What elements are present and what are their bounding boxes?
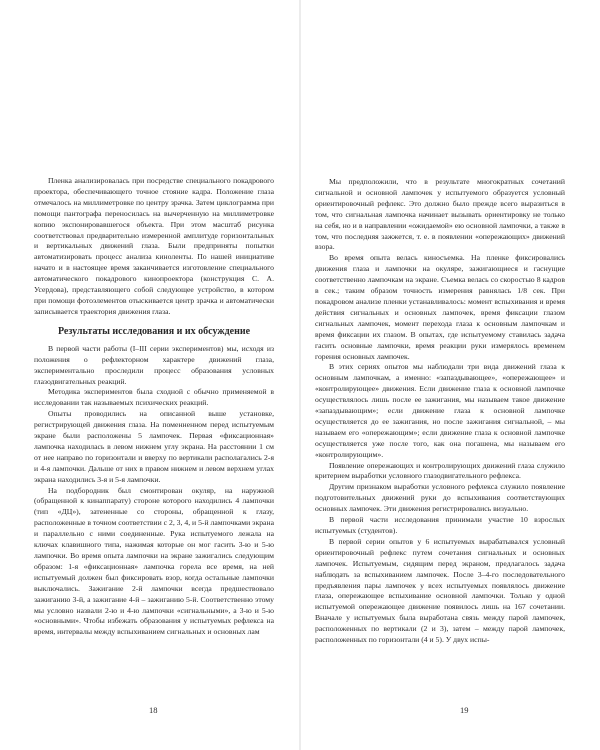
page-number: 18 bbox=[149, 705, 158, 715]
right-page bbox=[300, 0, 600, 750]
paragraph: Мы предположили, что в результате многократных сочетаний сигнальной и основной лампочек у испытуемого образуется условный ориентировочный рефлекс. Это должно было прежде всего выразиться в том, что сигнальная лампочка начинает вызывать ориентировку не только на себя, но и в направлении «ожидаемой» ею основной лампочки, а также в том, что последняя зажжется, т. е. в появлении «опережающих» движений взора. bbox=[315, 177, 565, 252]
left-text-column bbox=[34, 176, 274, 638]
paragraph: Методика экспериментов была сходной с обычно применяемой в исследовании так называемых психических реакций. bbox=[34, 387, 274, 408]
page-number: 19 bbox=[460, 705, 469, 715]
paragraph: В этих сериях опытов мы наблюдали три вида движений глаза к основным лампочкам, а именно: «запаздывающее», «опережающее» и «контролирующее» движения. Если движение глаза к основной лампочке осуществлялось лишь после ее зажигания, мы называем такое движение «запаздывающим»; если движение глаза к основной лампочке осуществляется до ее зажигания, но после зажигания сигнальной, – мы называем его «опережающим»; если движение глаза к основной лампочке осуществляется уже после того, как она погашена, мы называем его «контролирующим». bbox=[315, 362, 565, 459]
section-heading: Результаты исследования и их обсуждение bbox=[57, 325, 251, 337]
paragraph: На подбородник был смонтирован окуляр, на наружной (обращенной к кинаппарату) стороне которого находились 4 лампочки (тип «ДЦ»), затененные со стороны, обращенной к глазу, расположенные в точном соответствии с 2, 3, 4, и 5-й лампочками экрана и параллельно с ними соединенные. Рука испытуемого лежала на ключах клавишного типа, нажимая которые он мог гасить 3-ю и 5-ю лампочки. Во время опыта лампочки на экране зажигались следующим образом: 1-я «фиксационная» лампочка горела все время, на ней испытуемый должен был фиксировать взор, когда остальные лампочки выключались. Зажигание 2-й лампочки всегда предшествовало зажиганию 3-й, а зажигание 4-й – зажиганию 5-й. Соответственно этому мы условно назвали 2-ю и 4-ю лампочки «сигнальными», а 3-ю и 5-ю «основными». Чтобы избежать образования у испытуемых рефлекса на время, интервалы между вспыхиванием сигнальных и основных лам bbox=[34, 485, 274, 637]
paragraph: В первой части исследования принимали участие 10 взрослых испытуемых (студентов). bbox=[315, 515, 565, 535]
paragraph: Пленка анализировалась при посредстве специального покадрового проектора, обеспечивающего точное стояние кадра. Положение глаза отмечалось на миллиметровке по центру зрачка. Затем циклограмма при помощи пантографа переносилась на вычерченную на миллиметровке копию экспонировавшегося объекта. При этом масштаб рисунка соответствовал предварительно измеренной амплитуде горизонтальных и вертикальных движений глаза. Были предприняты попытки автоматизировать процесс анализа киноленты. По нашей инициативе начато и в настоящее время заканчивается изготовление специального автоматического покадрового кинопроектора (конструкция С. А. Усердова), представляющего собой следующее устройство, в котором при помощи фотоэлементов отыскивается центр зрачка и автоматически записывается траектория движения глаза. bbox=[34, 176, 274, 316]
paragraph: Опыты проводились на описанной выше установке, регистрирующей движения глаза. На поменненном перед испытуемым экране были расположены 5 лампочек. Первая «фиксационная» лампочка находилась в левом нижнем углу экрана. На расстоянии 1 см от нее направо по горизонтали и вверху по вертикали располагались 2-я и 4-я лампочки. Дальше от них в правом нижнем и левом верхнем углах экрана находились 3-я и 5-я лампочки. bbox=[34, 409, 274, 484]
paragraph: Во время опыта велась киносъемка. На пленке фиксировались движения глаза и лампочки на окуляре, зажигающиеся и гаснущие соответственно лампочкам на экране. Съемка велась со скоростью 8 кадров в сек.; таким образом точность измерения равнялась 1/8 сек. При покадровом анализе пленки устанавливалось: момент вспыхивания и время действия сигнальных и основных лампочек, время фиксации глазом сигнальных лампочек, момент перехода глаза к основным лампочкам и время фиксации их глазом. В опытах, где испытуемому ставилась задача гасить основные лампочки, время реакции руки измерялось временем горения основных лампочек. bbox=[315, 253, 565, 361]
paragraph: В первой серии опытов у 6 испытуемых вырабатывался условный ориентировочный рефлекс путем сочетания сигнальных и основных лампочек. Испытуемым, сидящим перед экраном, предлагалось задача наблюдать за вспыхиванием лампочек. После 3–4-го последовательного предъявления пары лампочек у всех испытуемых появлялось движение глаза, опережающее вспыхивание основной лампочки. Только у одной испытуемой опережающее движение появилось лишь на 167 сочетании. Вначале у испытуемых была выработана связь между парой лампочек, расположенных по вертикали (2 и 3), затем – между парой лампочек, расположенных по горизонтали (4 и 5). У двух испы- bbox=[315, 536, 565, 645]
paragraph: В первой части работы (I–III серии экспериментов) мы, исходя из положения о рефлекторном характере движений глаза, экспериментально проследили процесс образования условных глазодвигательных реакций. bbox=[34, 343, 274, 386]
paragraph: Другим признаком выработки условного рефлекса служило появление подготовительных движений руки до вспыхивания соответствующих основных лампочек. Эти движения регистрировались визуально. bbox=[315, 482, 565, 514]
right-text-column bbox=[315, 177, 565, 646]
paragraph: Появление опережающих и контролирующих движений глаза служило критерием выработки условного глазодвигательного рефлекса. bbox=[315, 460, 565, 481]
